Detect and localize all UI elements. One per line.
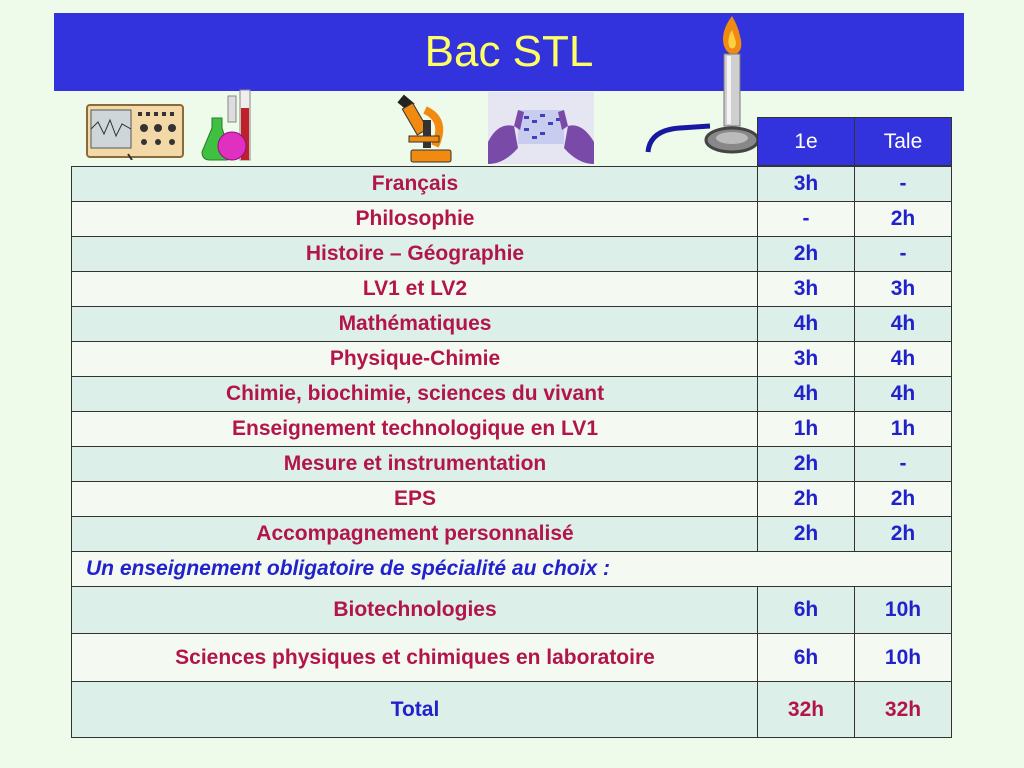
gel-electrophoresis-icon	[488, 92, 594, 169]
title-banner	[54, 13, 964, 91]
hours-1e-cell: -	[757, 201, 855, 237]
hours-tale-cell: -	[854, 236, 952, 272]
hours-tale-cell: 2h	[854, 201, 952, 237]
hours-1e-cell: 4h	[757, 376, 855, 412]
specialty-subject-cell: Sciences physiques et chimiques en laboratoire	[71, 633, 759, 682]
hours-tale-cell: 4h	[854, 376, 952, 412]
subject-cell: Mesure et instrumentation	[71, 446, 759, 482]
hours-tale-cell: -	[854, 166, 952, 202]
specialty-subject-cell: Biotechnologies	[71, 586, 759, 634]
subject-cell: Accompagnement personnalisé	[71, 516, 759, 552]
flasks-icon	[200, 88, 260, 169]
hours-tale-cell: 3h	[854, 271, 952, 307]
hours-1e-cell: 1h	[757, 411, 855, 447]
subject-cell: Enseignement technologique en LV1	[71, 411, 759, 447]
subject-cell: Français	[71, 166, 759, 202]
hours-tale-cell: 1h	[854, 411, 952, 447]
hours-1e-cell: 2h	[757, 446, 855, 482]
specialty-note: Un enseignement obligatoire de spécialité au choix :	[71, 551, 952, 587]
hours-1e-cell: 4h	[757, 306, 855, 342]
microscope-icon	[395, 90, 453, 169]
hours-1e-cell: 3h	[757, 166, 855, 202]
specialty-hours-1e-cell: 6h	[757, 633, 855, 682]
subject-cell: Chimie, biochimie, sciences du vivant	[71, 376, 759, 412]
subject-cell: Mathématiques	[71, 306, 759, 342]
hours-1e-cell: 3h	[757, 341, 855, 377]
hours-tale-cell: 2h	[854, 481, 952, 517]
subject-cell: LV1 et LV2	[71, 271, 759, 307]
subject-cell: Histoire – Géographie	[71, 236, 759, 272]
oscilloscope-icon	[86, 104, 184, 165]
subject-cell: EPS	[71, 481, 759, 517]
total-1e-value: 32h	[757, 681, 855, 738]
total-label: Total	[71, 681, 759, 738]
specialty-hours-1e-cell: 6h	[757, 586, 855, 634]
subject-cell: Physique-Chimie	[71, 341, 759, 377]
page-title: Bac STL	[424, 27, 594, 76]
hours-1e-cell: 2h	[757, 236, 855, 272]
column-header-1e: 1e	[757, 117, 855, 166]
hours-tale-cell: 2h	[854, 516, 952, 552]
subject-cell: Philosophie	[71, 201, 759, 237]
hours-1e-cell: 2h	[757, 516, 855, 552]
specialty-hours-tale-cell: 10h	[854, 633, 952, 682]
column-header-tale: Tale	[854, 117, 952, 166]
specialty-hours-tale-cell: 10h	[854, 586, 952, 634]
hours-tale-cell: 4h	[854, 306, 952, 342]
hours-1e-cell: 2h	[757, 481, 855, 517]
bunsen-burner-icon	[640, 12, 758, 163]
hours-tale-cell: -	[854, 446, 952, 482]
hours-tale-cell: 4h	[854, 341, 952, 377]
total-tale-value: 32h	[854, 681, 952, 738]
hours-1e-cell: 3h	[757, 271, 855, 307]
